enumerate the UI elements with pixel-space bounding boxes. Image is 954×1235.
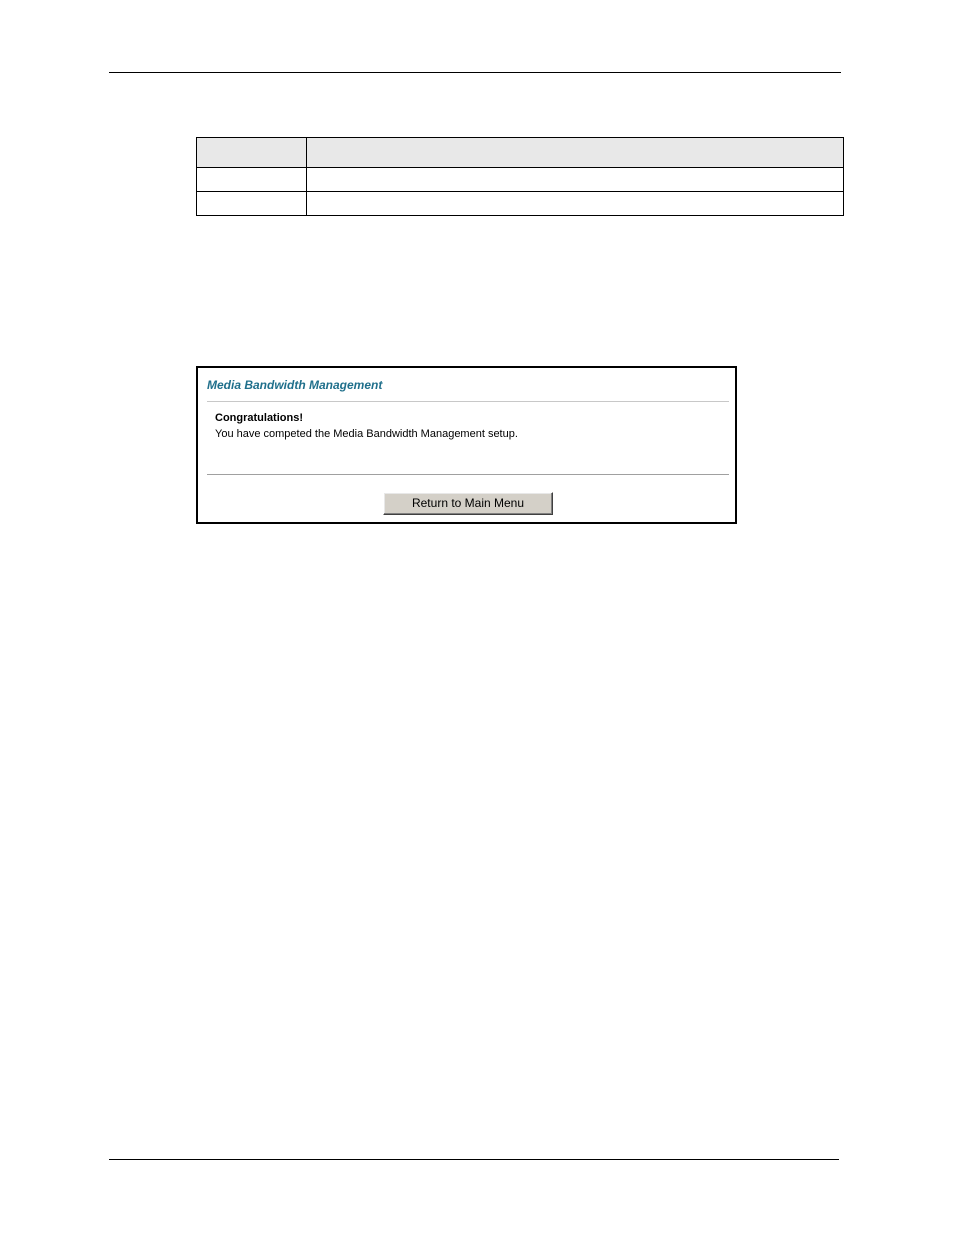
table-header-cell-label (197, 138, 307, 168)
title-divider (207, 401, 729, 402)
table-cell-description (307, 168, 844, 192)
table-cell-label (197, 168, 307, 192)
field-description-table (196, 137, 844, 216)
table-header-cell-description (307, 138, 844, 168)
completion-message: You have competed the Media Bandwidth Management setup. (215, 428, 518, 440)
table-cell-label (197, 192, 307, 216)
return-to-main-menu-button[interactable]: Return to Main Menu (383, 492, 553, 515)
table-row (197, 192, 844, 216)
table-row (197, 168, 844, 192)
button-divider (207, 474, 729, 475)
table-cell-description (307, 192, 844, 216)
panel-title: Media Bandwidth Management (207, 378, 383, 392)
header-rule (109, 72, 841, 73)
table-header-row (197, 138, 844, 168)
footer-rule (109, 1159, 839, 1160)
setup-complete-panel (196, 366, 737, 524)
congratulations-heading: Congratulations! (215, 412, 303, 424)
